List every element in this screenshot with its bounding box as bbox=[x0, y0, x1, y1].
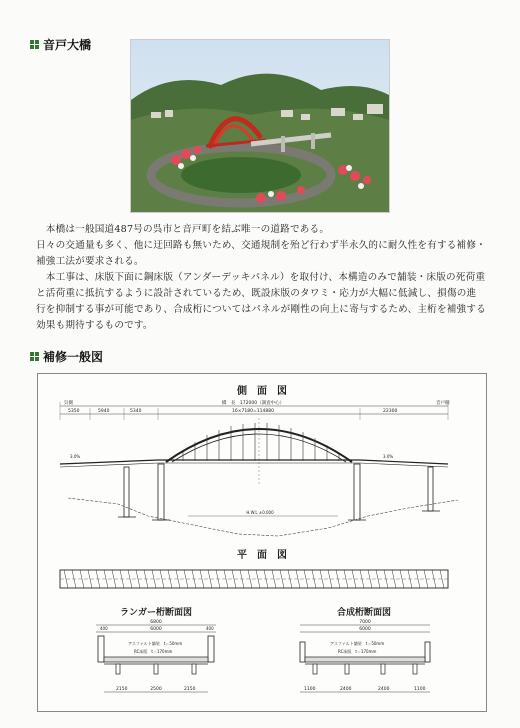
langer-top-inner: 6000 bbox=[150, 627, 162, 632]
slope-left: 3.0% bbox=[70, 454, 81, 459]
composite-bottom-d: 1100 bbox=[414, 687, 426, 692]
composite-deck-label: RC床版 t＝170mm bbox=[338, 649, 377, 654]
langer-asphalt-label: アスファルト舗装 t＝50mm bbox=[128, 641, 183, 646]
paragraph-2: 日々の交通量も多く、他に迂回路も無いため、交通規制を殆ど行わず半永久的に耐久性を有する補修・補強工法が要求される。 bbox=[36, 240, 486, 267]
composite-asphalt-label: アスファルト舗装 t＝50mm bbox=[330, 641, 385, 646]
paragraph-1: 本橋は一般国道487号の呉市と音戸町を結ぶ唯一の道路である。 bbox=[36, 224, 330, 235]
bullet-squares-icon bbox=[30, 352, 39, 361]
description-text bbox=[36, 222, 486, 334]
composite-section-title: 合成桁断面図 bbox=[336, 608, 392, 618]
dim-a: 5350 bbox=[68, 409, 80, 414]
langer-bottom-a: 2150 bbox=[116, 687, 128, 692]
right-abutment-label: 音戸側 bbox=[436, 401, 450, 406]
side-view-title: 側 面 図 bbox=[237, 386, 287, 397]
plan-view-title: 平 面 図 bbox=[237, 550, 287, 561]
general-drawing bbox=[37, 373, 487, 712]
langer-top-total: 6800 bbox=[150, 620, 162, 625]
langer-bottom-b: 2500 bbox=[150, 687, 162, 692]
langer-bottom-c: 2150 bbox=[184, 687, 196, 692]
composite-bottom-b: 2400 bbox=[340, 687, 352, 692]
langer-section-title: ランガー桁断面図 bbox=[119, 608, 193, 618]
langer-top-left: 400 bbox=[100, 626, 108, 631]
dim-d: 22300 bbox=[383, 409, 398, 414]
composite-top-total: 7000 bbox=[359, 620, 371, 625]
langer-top-right: 400 bbox=[206, 626, 214, 631]
composite-bottom-a: 1100 bbox=[304, 687, 316, 692]
langer-deck-label: RC床版 t＝170mm bbox=[134, 649, 173, 654]
section-heading-text: 補修一般図 bbox=[43, 350, 104, 364]
section-heading-otodo-bridge bbox=[30, 36, 91, 53]
slope-right: 3.0% bbox=[383, 454, 394, 459]
dim-c: 5340 bbox=[130, 409, 142, 414]
bullet-squares-icon bbox=[30, 40, 39, 49]
main-span-dim: 16×7180=114880 bbox=[232, 409, 274, 414]
water-level-label: H.W.L ±0.000 bbox=[246, 510, 274, 515]
dim-b: 5940 bbox=[98, 409, 110, 414]
paragraph-3: 本工事は、床版下面に鋼床版（アンダーデッキパネル）を取付け、本構造のみで舗装・床版の死荷重と活荷重に抵抗するように設計されているため、既設床版のタワミ・応力が大幅に低減し、損傷の進行を抑制する事が可能であり、合成桁についてはパネルが剛性の向上に寄与するため、主桁を補強する効果も期待するものです。 bbox=[36, 272, 486, 331]
section-heading-text: 音戸大橋 bbox=[43, 38, 92, 52]
composite-top-inner: 6000 bbox=[359, 627, 371, 632]
total-length-label: 橋 長 172000（調査中心） bbox=[221, 401, 285, 406]
section-heading-repair-drawing bbox=[30, 348, 103, 365]
composite-bottom-c: 2400 bbox=[378, 687, 390, 692]
bridge-photo bbox=[131, 40, 389, 212]
left-abutment-label: 呉側 bbox=[64, 401, 73, 406]
